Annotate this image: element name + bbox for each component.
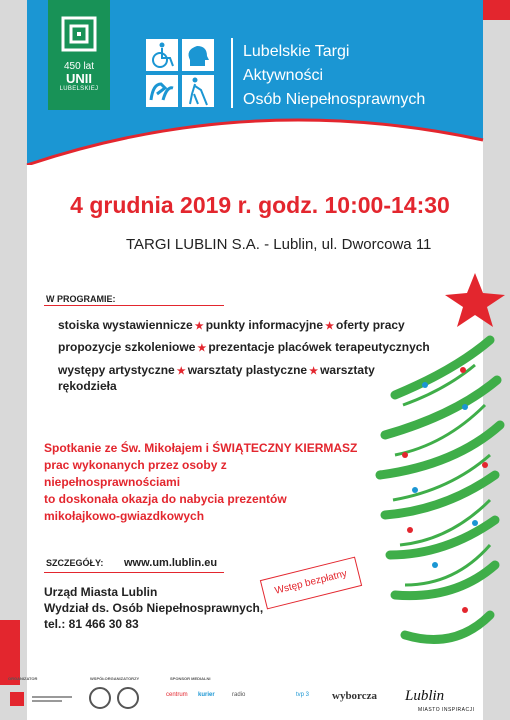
media-logo-wyborcza: wyborcza	[332, 690, 378, 702]
contact-org-1: Urząd Miasta Lublin	[44, 585, 158, 599]
star-icon: ★	[176, 366, 186, 377]
mikolaj-line-4: mikołajkowo-gwiazdkowych	[44, 509, 205, 523]
logo-line-1: 450 lat	[63, 61, 95, 72]
program-line-4	[58, 379, 117, 393]
mikolaj-line-3: to doskonała okazja do nabycia prezentów	[44, 492, 287, 506]
header-divider	[231, 38, 233, 108]
event-venue: TARGI LUBLIN S.A. - Lublin, ul. Dworcowa 11	[126, 236, 432, 253]
media-logo-centrum: centrum	[166, 692, 188, 698]
mikolaj-line-1: Spotkanie ze Św. Mikołajem i ŚWIĄTECZNY KIERMASZ	[44, 441, 358, 455]
media-logo-tvp3: tvp 3	[296, 692, 310, 698]
accessibility-pictograms	[145, 38, 215, 108]
coorganizer-logos	[88, 684, 148, 712]
lublin-logo: Lublin	[405, 688, 445, 704]
event-date: 4 grudnia 2019 r. godz. 10:00-14:30	[70, 192, 450, 218]
fair-title-line-3: Osób Niepełnosprawnych	[243, 91, 426, 108]
star-icon: ★	[325, 321, 335, 332]
coorganizers-label: WSPÓŁORGANIZATORZY	[90, 676, 140, 681]
emblem-icon	[61, 16, 97, 52]
free-entry-stamp: Wstęp bezpłatny	[260, 557, 362, 610]
program-item: warsztaty plastyczne	[187, 363, 308, 377]
program-item: stoiska wystawiennicze	[58, 318, 193, 332]
contact-block	[44, 584, 263, 632]
seal-icon	[90, 688, 110, 708]
media-sponsors-label: SPONSOR MEDIALNI	[170, 676, 211, 681]
program-item: warsztaty	[320, 363, 375, 377]
program-item: punkty informacyjne	[205, 318, 324, 332]
mikolaj-announcement	[44, 440, 364, 525]
media-logo-kurier: kurier	[198, 692, 215, 698]
lublin-tagline: MIASTO INSPIRACJI	[418, 707, 475, 713]
program-item: prezentacje placówek terapeutycznych	[208, 340, 430, 354]
program-item: oferty pracy	[336, 318, 405, 332]
star-icon: ★	[194, 321, 204, 332]
fair-title-line-1: Lubelskie Targi	[243, 43, 350, 60]
contact-org-2: Wydział ds. Osób Niepełnosprawnych,	[44, 601, 264, 615]
details-underline	[44, 572, 224, 573]
star-icon: ★	[309, 366, 319, 377]
program-line-1	[58, 318, 405, 332]
details-url-link[interactable]: www.um.lublin.eu	[124, 557, 218, 569]
program-line-2	[58, 340, 430, 354]
organizer-logos	[10, 688, 80, 710]
program-underline	[44, 305, 224, 306]
corner-accent-top	[480, 0, 510, 20]
450-lat-logo	[48, 0, 110, 110]
program-item: występy artystyczne	[58, 363, 175, 377]
program-item: rękodzieła	[58, 379, 117, 393]
program-heading: W PROGRAMIE:	[46, 294, 116, 304]
tree-star-icon	[445, 273, 505, 327]
fair-title-line-2: Aktywności	[243, 67, 324, 84]
program-line-3	[58, 363, 375, 377]
logo-line-2: UNII	[66, 71, 92, 86]
details-heading: SZCZEGÓŁY:	[46, 558, 104, 568]
mikolaj-line-2: prac wykonanych przez osoby z niepełnosprawnościami	[44, 458, 227, 489]
organizer-label: ORGANIZATOR	[8, 676, 38, 681]
media-logo-radio: radio	[232, 692, 246, 698]
seal-icon	[118, 688, 138, 708]
fair-title	[243, 40, 425, 112]
coat-of-arms-icon	[10, 692, 24, 706]
program-item: propozycje szkoleniowe	[58, 340, 196, 354]
logo-line-3: LUBELSKIEJ	[59, 86, 99, 92]
contact-phone: tel.: 81 466 30 83	[44, 617, 139, 631]
star-icon: ★	[197, 343, 207, 354]
